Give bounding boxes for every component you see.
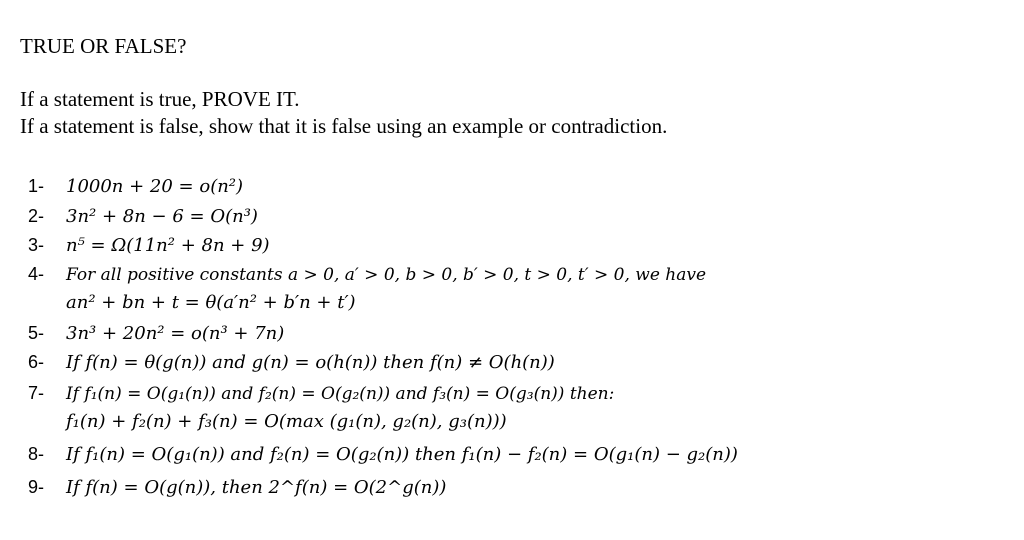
list-item-4 (28, 261, 706, 288)
item-number: 8- (28, 444, 45, 464)
item-statement: 3n³ + 20n² = o(n³ + 7n) (66, 323, 285, 344)
item-number: 7- (28, 383, 45, 403)
list-item-7 (28, 380, 614, 407)
list-item-3 (28, 232, 270, 259)
item-number: 5- (28, 323, 45, 343)
item-number: 6- (28, 352, 45, 372)
page-title: TRUE OR FALSE? (20, 34, 187, 58)
item-number: 4- (28, 264, 45, 284)
item-number: 2- (28, 206, 45, 226)
item-statement: For all positive constants a > 0, a′ > 0, b > 0, b′ > 0, t > 0, t′ > 0, we have (66, 265, 707, 285)
item-statement: 3n² + 8n − 6 = O(n³) (66, 206, 258, 227)
instruction-true: If a statement is true, PROVE IT. (20, 87, 300, 111)
item-statement: n⁵ = Ω(11n² + 8n + 9) (66, 235, 270, 256)
list-item-6 (28, 349, 555, 376)
item-statement: If f₁(n) = O(g₁(n)) and f₂(n) = O(g₂(n)) then f₁(n) − f₂(n) = O(g₁(n) − g₂(n)) (66, 444, 738, 465)
item-number: 1- (28, 176, 45, 196)
item-statement: If f₁(n) = O(g₁(n)) and f₂(n) = O(g₂(n)) and f₃(n) = O(g₃(n)) then: (66, 384, 615, 404)
list-item-2 (28, 203, 258, 230)
item-statement: If f(n) = O(g(n)), then 2^f(n) = O(2^g(n)) (66, 477, 447, 498)
list-item-9 (28, 474, 446, 501)
item-continuation: f₁(n) + f₂(n) + f₃(n) = O(max (g₁(n), g₂(n), g₃(n))) (66, 411, 507, 432)
item-number: 9- (28, 477, 45, 497)
item-continuation: an² + bn + t = θ(a′n² + b′n + t′) (66, 292, 356, 313)
instruction-false: If a statement is false, show that it is false using an example or contradiction. (20, 114, 668, 138)
list-item-1 (28, 173, 243, 200)
list-item-5 (28, 320, 284, 347)
list-item-8 (28, 441, 738, 468)
item-number: 3- (28, 235, 45, 255)
item-statement: 1000n + 20 = o(n²) (66, 176, 244, 197)
item-statement: If f(n) = θ(g(n)) and g(n) = o(h(n)) then f(n) ≠ O(h(n)) (66, 352, 555, 373)
